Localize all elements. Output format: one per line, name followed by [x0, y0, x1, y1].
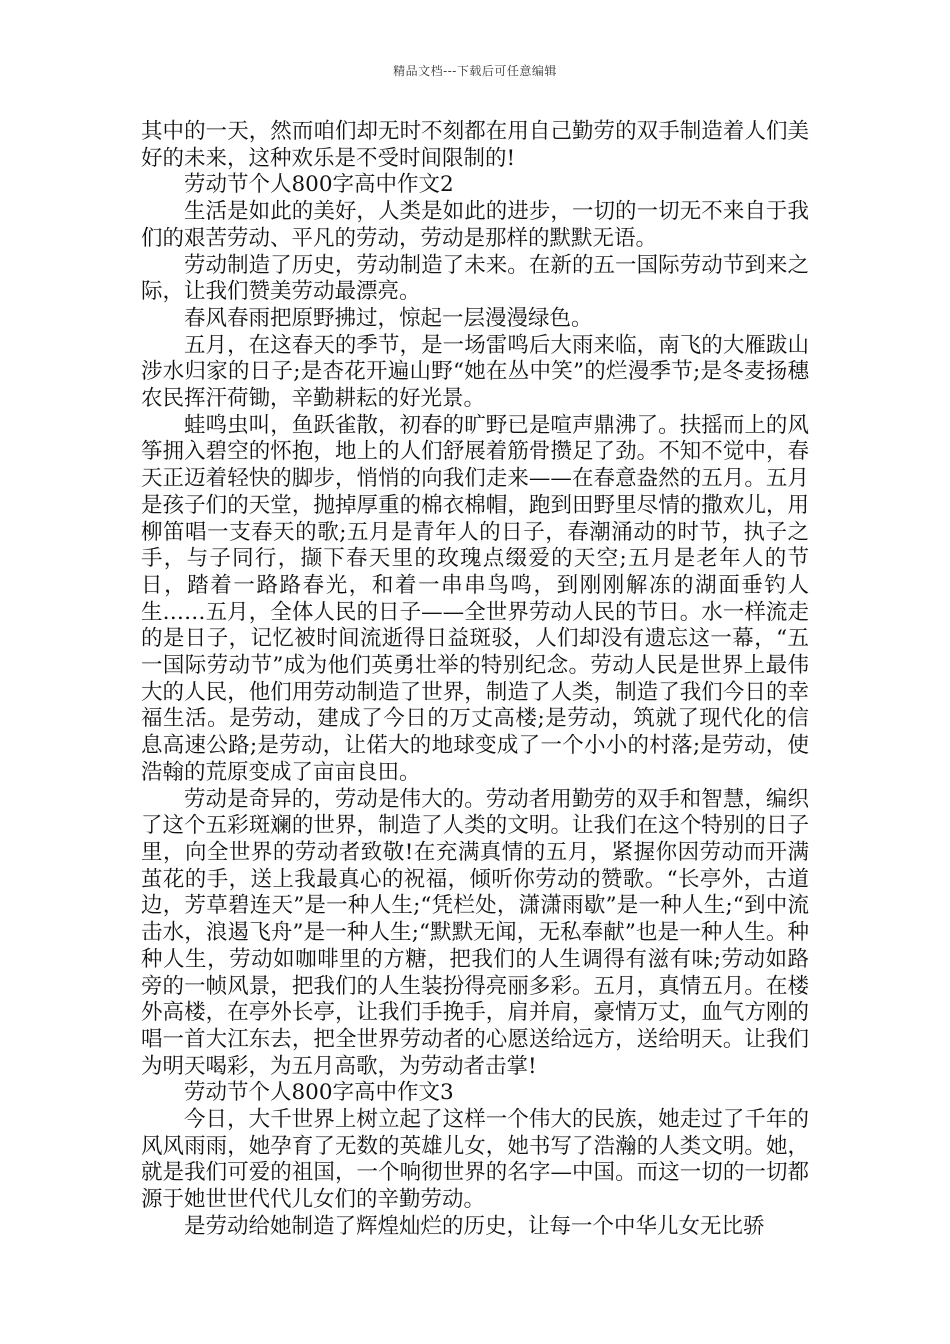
paragraph: 是劳动给她制造了辉煌灿烂的历史，让每一个中华儿女无比骄	[184, 1213, 765, 1239]
section-heading-2: 劳动节个人800字高中作文2	[184, 172, 454, 198]
section-heading-3: 劳动节个人800字高中作文3	[184, 1080, 454, 1106]
document-body	[141, 119, 809, 1241]
paragraph-continuation: 其中的一天，然而咱们却无时不刻都在用自己勤劳的双手制造着人们美好的未来，这种欢乐是不受时间限制的!	[141, 119, 809, 171]
paragraph: 蛙鸣虫叫，鱼跃雀散，初春的旷野已是喧声鼎沸了。扶摇而上的风筝拥入碧空的怀抱，地上的人们舒展着筋骨攒足了劲。不知不觉中，春天正迈着轻快的脚步，悄悄的向我们走来——在春意盎然的五月。五月是孩子们的天堂，抛掉厚重的棉衣棉帽，跑到田野里尽情的撒欢儿，用柳笛唱一支春天的歌;五月是青年人的日子，春潮涌动的时节，执子之手，与子同行，撷下春天里的玫瑰点缀爱的天空;五月是老年人的节日，踏着一路路春光，和着一串串鸟鸣，到刚刚解冻的湖面垂钓人生……五月，全体人民的日子——全世界劳动人民的节日。水一样流走的是日子，记忆被时间流逝得日益斑驳，人们却没有遗忘这一幕，“五一国际劳动节”成为他们英勇壮举的特别纪念。劳动人民是世界上最伟大的人民，他们用劳动制造了世界，制造了人类，制造了我们今日的幸福生活。是劳动，建成了今日的万丈高楼;是劳动，筑就了现代化的信息高速公路;是劳动，让偌大的地球变成了一个小小的村落;是劳动，使浩翰的荒原变成了亩亩良田。	[141, 412, 809, 785]
paragraph: 五月，在这春天的季节，是一场雷鸣后大雨来临，南飞的大雁跋山涉水归家的日子;是杏花开遍山野“她在丛中笑”的烂漫季节;是冬麦扬穗农民挥汗荷锄，辛勤耕耘的好光景。	[141, 332, 809, 412]
paragraph: 劳动制造了历史，劳动制造了未来。在新的五一国际劳动节到来之际，让我们赞美劳动最漂亮。	[141, 252, 809, 305]
page-header: 精品文档---下载后可任意编辑	[393, 64, 557, 78]
paragraph: 生活是如此的美好，人类是如此的进步，一切的一切无不来自于我们的艰苦劳动、平凡的劳动，劳动是那样的默默无语。	[141, 199, 809, 251]
paragraph: 春风春雨把原野拂过，惊起一层漫漫绿色。	[184, 305, 593, 331]
paragraph: 今日，大千世界上树立起了这样一个伟大的民族，她走过了千年的风风雨雨，她孕育了无数的英雄儿女，她书写了浩瀚的人类文明。她，就是我们可爱的祖国，一个响彻世界的名字—中国。而这一切的一切都源于她世世代代儿女们的辛勤劳动。	[141, 1107, 809, 1213]
paragraph: 劳动是奇异的，劳动是伟大的。劳动者用勤劳的双手和智慧，编织了这个五彩斑斓的世界，制造了人类的文明。让我们在这个特别的日子里，向全世界的劳动者致敬!在充满真情的五月，紧握你因劳动而开满茧花的手，送上我最真心的祝福，倾听你劳动的赞歌。“长亭外，古道边，芳草碧连天”是一种人生;“凭栏处，潇潇雨歇”是一种人生;“到中流击水，浪遏飞舟”是一种人生;“默默无闻，无私奉献”也是一种人生。种种人生，劳动如咖啡里的方糖，把我们的人生调得有滋有味;劳动如路旁的一帧风景，把我们的人生装扮得亮丽多彩。五月，真情五月。在楼外高楼，在亭外长亭，让我们手挽手，肩并肩，豪情万丈，血气方刚的唱一首大江东去，把全世界劳动者的心愿送给远方，送给明天。让我们为明天喝彩，为五月高歌，为劳动者击掌!	[141, 786, 809, 1079]
